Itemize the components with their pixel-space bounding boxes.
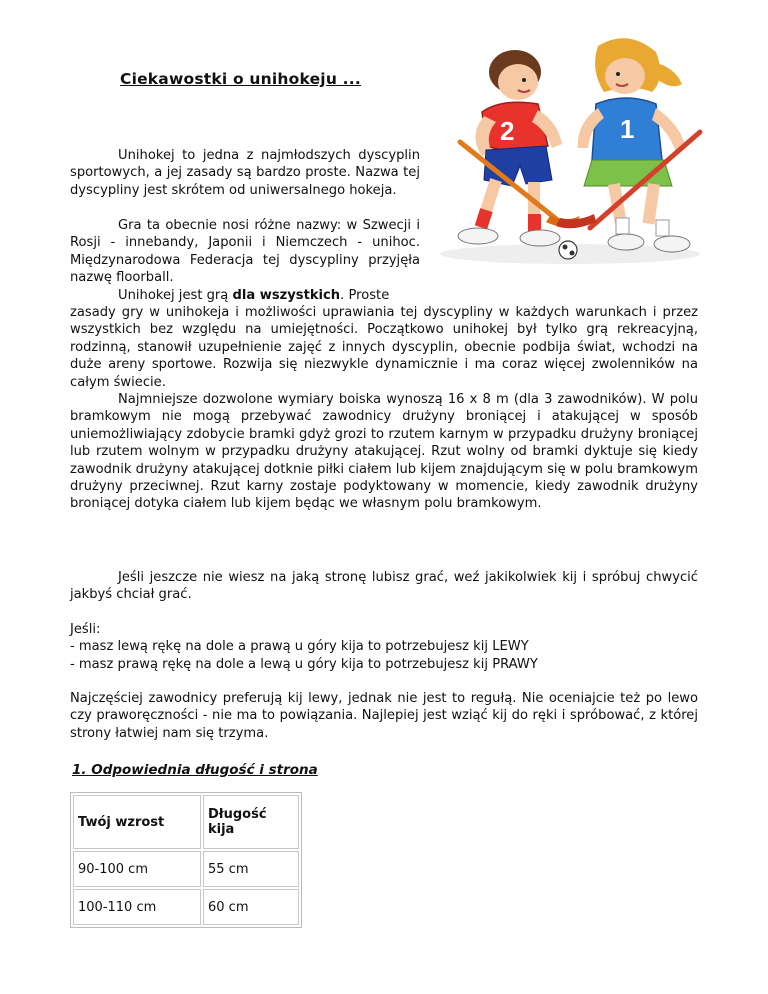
paragraph-preference: Najczęściej zawodnicy preferują kij lewy, jednak nie jest to regułą. Nie oceniajcie też po lewo czy praworęczności - nie ma to powiązania. Najlepiej jest wziąć kij do ręki i spróbować, z której strony łatwiej nam się trzyma. xyxy=(70,691,698,741)
list-heading: Jeśli: xyxy=(70,622,101,637)
ball-icon xyxy=(559,241,577,259)
table-row xyxy=(73,889,299,925)
emphasis-for-everyone: dla wszystkich xyxy=(232,288,341,303)
paragraph-rules: Najmniejsze dozwolone wymiary boiska wynoszą 16 x 8 m (dla 3 zawodników). W polu bramkowym nie mogą przebywać zawodnicy drużyny broniącej i atakującej w sposób uniemożliwiający zdobycie bramki gdyż grozi to rzutem karnym w przypadku drużyny broniącej lub rzutem wolnym w przypadku drużyny atakującej. Rzut wolny od bramki dyktuje się kiedy zawodnik drużyny atakującej dotknie piłki ciałem lub kijem znajdującym się w polu bramkowym drużyny przeciwnej. Rzut karny zostaje podyktowany w momencie, kiedy zawodnik drużyny broniącej dotyka ciałem lub kijem będąc we własnym polu bramkowym. xyxy=(70,392,698,512)
stick-side-list xyxy=(70,621,698,673)
paragraph-which-side: Jeśli jeszcze nie wiesz na jaką stronę lubisz grać, weź jakikolwiek kij i spróbuj chwycić jakbyś chciał grać. xyxy=(70,570,698,603)
list-item-right-stick: - masz prawą rękę na dole a lewą u góry kija to potrzebujesz kij PRAWY xyxy=(70,656,538,672)
table-cell: 60 cm xyxy=(203,889,299,925)
jersey-number-right: 1 xyxy=(620,114,635,144)
stick-length-table xyxy=(70,792,302,928)
paragraph-names: Gra ta obecnie nosi różne nazwy: w Szwecji i Rosji - innebandy, Japonii i Niemczech - unihoc. Międzynarodowa Federacja tej dyscypliny przyjęła nazwę floorball. xyxy=(70,218,420,286)
section-heading: 1. Odpowiednia długość i strona xyxy=(72,762,318,778)
header-height: Twój wzrost xyxy=(73,795,201,849)
table-cell: 100-110 cm xyxy=(73,889,201,925)
table-row xyxy=(73,851,299,887)
table-cell: 90-100 cm xyxy=(73,851,201,887)
header-stick-length: Długość kija xyxy=(203,795,299,849)
document-title: Ciekawostki o unihokeju ... xyxy=(120,70,361,88)
table-cell: 55 cm xyxy=(203,851,299,887)
jersey-number-left: 2 xyxy=(500,116,515,146)
paragraph-intro: Unihokej to jedna z najmłodszych dyscyplin sportowych, a jej zasady są bardzo proste. Nazwa tej dyscypliny jest skrótem od uniwersalnego hokeja. xyxy=(70,148,420,198)
list-item-left-stick: - masz lewą rękę na dole a prawą u góry kija to potrzebujesz kij LEWY xyxy=(70,639,529,655)
paragraph-everyone-rest: zasady gry w unihokeja i możliwości uprawiania tej dyscypliny w każdych warunkach i przez wszystkich bez względu na umiejętności. Początkowo unihokej był tylko grą rekreacyjną, rodzinną, stanowił uzupełnienie zajęć z innych dyscyplin, obecnie podbija świat, wchodzi na duże areny sportowe. Rozwija się niezwykle dynamicznie i ma coraz więcej zwolenników na całym świecie. xyxy=(70,305,698,390)
floorball-players-illustration xyxy=(420,32,720,272)
paragraph-everyone-start: Unihokej jest grą dla wszystkich. Proste xyxy=(118,288,390,303)
player-left xyxy=(458,50,580,246)
player-right xyxy=(556,38,700,252)
table-header-row xyxy=(73,795,299,849)
